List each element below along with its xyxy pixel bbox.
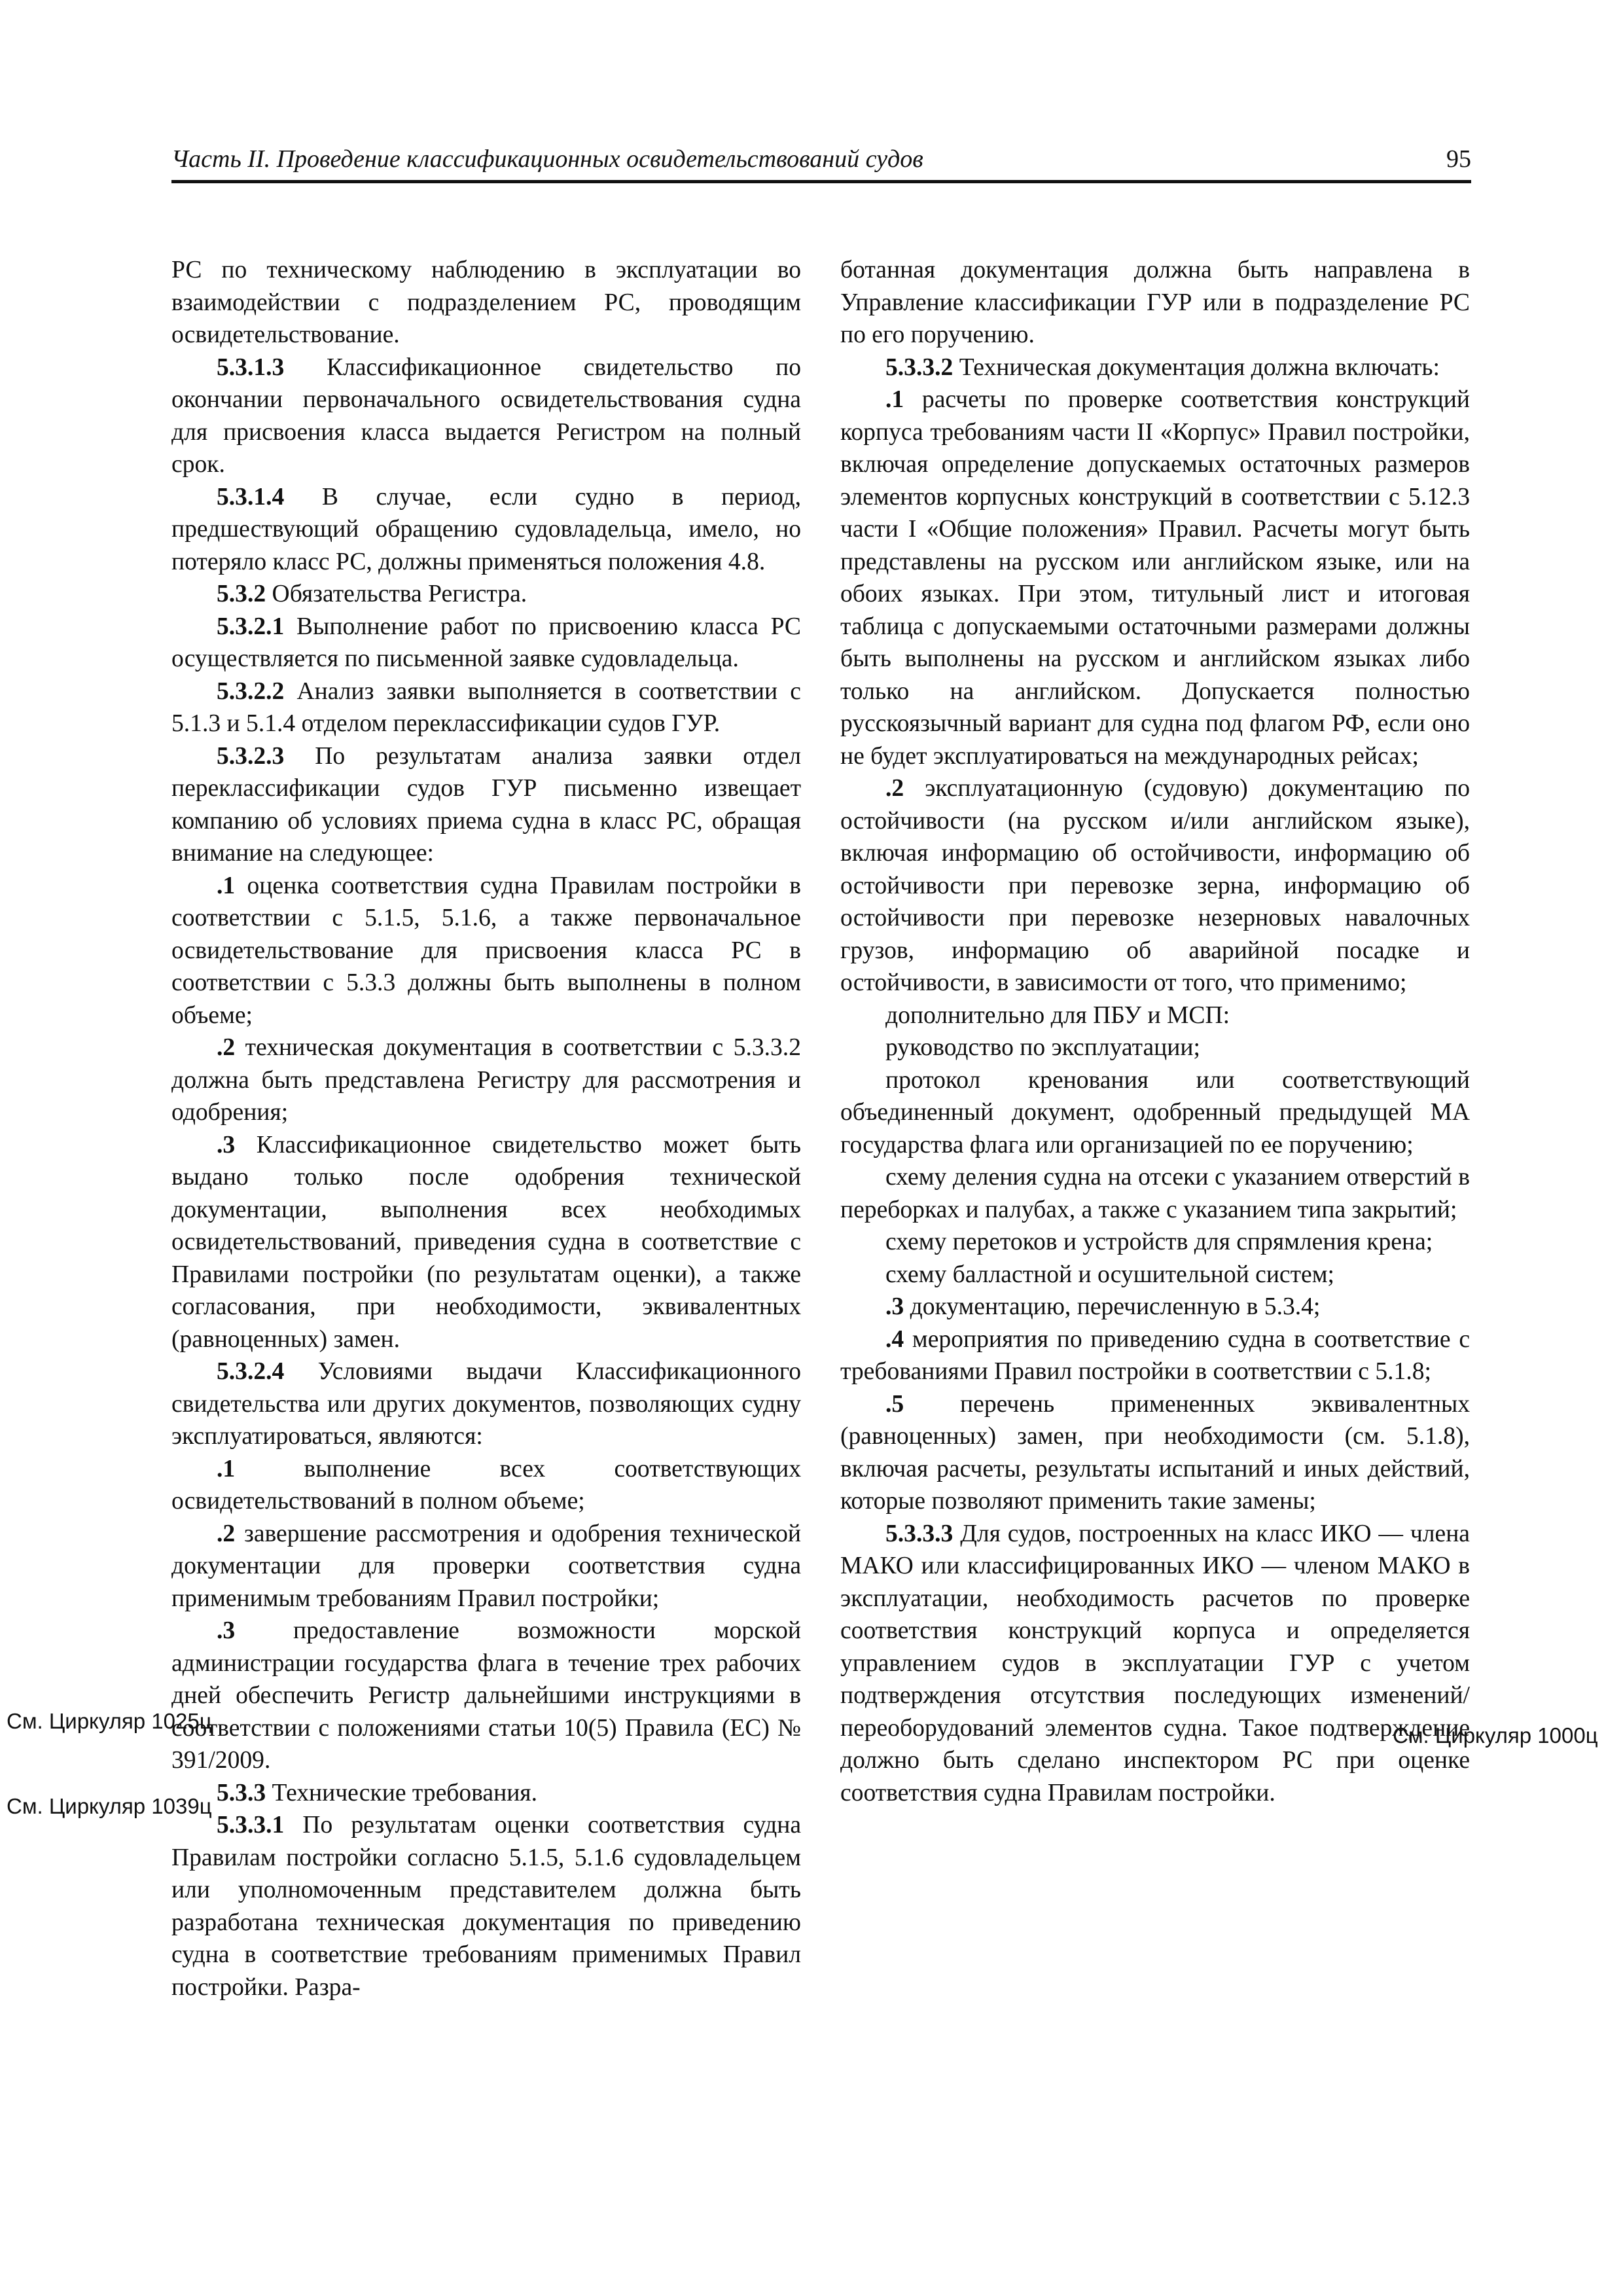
paragraph [171,1809,801,2003]
clause-number: 5.3.2.4 [217,1358,285,1385]
clause-number: .2 [217,1520,236,1547]
clause-number: 5.3.2.1 [217,613,285,640]
paragraph-text: Выполнение работ по присвоению класса РС осуществляется по письменной заявке судовладельца. [171,613,801,672]
paragraph-text: документацию, перечисленную в 5.3.4; [904,1293,1321,1320]
paragraph-text: выполнение всех соответствующих освидетельствований в полном объеме; [171,1455,801,1515]
paragraph-text: завершение рассмотрения и одобрения технической документации для проверки соответствия судна применимым требованиям Правил постройки; [171,1520,801,1612]
paragraph-text: мероприятия по приведению судна в соответствие с требованиями Правил постройки в соответствии с 5.1.8; [840,1325,1470,1385]
paragraph [840,254,1470,351]
paragraph [840,1064,1470,1162]
paragraph-text: Технические требования. [266,1779,537,1806]
right-column [840,254,1470,1809]
clause-number: .5 [885,1390,904,1418]
clause-number: .4 [885,1325,904,1353]
paragraph [840,1226,1470,1259]
paragraph [840,999,1470,1032]
clause-number: .1 [217,1455,236,1482]
clause-number: .1 [885,386,904,413]
paragraph-text: перечень примененных эквивалентных (равноценных) замен, при необходимости (см. 5.1.8), включая расчеты, результаты испытаний и иных действий, которые позволяют применить такие замены; [840,1390,1470,1515]
clause-number: 5.3.2.2 [217,677,285,705]
paragraph [840,1388,1470,1518]
paragraph-text: РС по техническому наблюдению в эксплуатации во взаимодействии с подразделением РС, проводящим освидетельствование. [171,257,801,348]
clause-number: 5.3.3.1 [217,1812,285,1839]
paragraph-text: ботанная документация должна быть направлена в Управление классификации ГУР или в подразделение РС по его поручению. [840,257,1470,348]
paragraph-text: оценка соответствия судна Правилам постройки в соответствии с 5.1.5, 5.1.6, а также первоначальное освидетельствование для присвоения класса РС в соответствии с 5.3.3 должны быть выполнены в полном объеме; [171,872,801,1029]
paragraph-text: Условиями выдачи Классификационного свидетельства или других документов, позволяющих судну эксплуатироваться, являются: [171,1358,801,1450]
paragraph-text: схему перетоков и устройств для спрямления крена; [885,1229,1433,1255]
clause-number: .3 [217,1617,236,1644]
paragraph-text: В случае, если судно в период, предшествующий обращению судовладельца, имело, но потеряло класс РС, должны применяться положения 4.8. [171,483,801,575]
paragraph [171,1777,801,1810]
clause-number: 5.3.1.3 [217,353,285,381]
paragraph-text: техническая документация в соответствии с 5.3.3.2 должна быть представлена Регистру для рассмотрения и одобрения; [171,1034,801,1126]
paragraph-text: Техническая документация должна включать: [953,353,1440,381]
paragraph-text: Для судов, построенных на класс ИКО — члена МАКО или классифицированных ИКО — членом МАКО в эксплуатации, необходимость расчетов по проверке соответствия конструкций корпуса и определяется управлением судов в эксплуатации ГУР с учетом подтверждения отсутствия последующих изменений/переоборудований элементов судна. Такое подтверждение должно быть сделано инспектором РС при оценке соответствия судна Правилам постройки. [840,1520,1470,1806]
paragraph-text: По результатам оценки соответствия судна Правилам постройки согласно 5.1.5, 5.1.6 судовладельцем или уполномоченным представителем должна быть разработана техническая документация по приведению судна в соответствие требованиям применимых Правил постройки. Разра- [171,1812,801,2001]
clause-number: 5.3.1.4 [217,483,285,511]
clause-number: .2 [885,775,904,802]
clause-number: 5.3.3.2 [885,353,954,381]
paragraph [171,740,801,870]
paragraph-text: дополнительно для ПБУ и МСП: [885,1001,1230,1029]
paragraph [171,1615,801,1777]
clause-number: .3 [217,1131,236,1158]
paragraph [840,384,1470,772]
clause-number: 5.3.2 [217,581,266,607]
paragraph [840,1291,1470,1323]
running-header [171,141,1471,183]
clause-number: .1 [217,872,236,899]
paragraph [171,1453,801,1518]
clause-number: 5.3.3.3 [885,1520,954,1547]
paragraph-text: эксплуатационную (судовую) документацию по остойчивости (на русском и/или английском языке), включая информацию об остойчивости, информацию об остойчивости при перевозке зерна, информацию об остойчивости при перевозке незерновых навалочных грузов, информацию об аварийной посадке и остойчивости, в зависимости от того, что применимо; [840,775,1470,996]
paragraph [840,1161,1470,1226]
paragraph [171,675,801,740]
paragraph-text: Классификационное свидетельство по окончании первоначального освидетельствования судна для присвоения класса выдается Регистром на полный срок. [171,353,801,478]
clause-number: 5.3.3 [217,1779,266,1806]
paragraph-text: Анализ заявки выполняется в соответствии с 5.1.3 и 5.1.4 отделом переклассификации судов ГУР. [171,677,801,737]
paragraph-text: Классификационное свидетельство может быть выдано только после одобрения технической документации, выполнения всех необходимых освидетельствований, приведения судна в соответствие с Правилами постройки (по результатам оценки), а также согласования, при необходимости, эквивалентных (равноценных) замен. [171,1131,801,1353]
paragraph [171,611,801,675]
paragraph [840,1323,1470,1388]
paragraph [840,351,1470,384]
paragraph [171,481,801,579]
paragraph-text: предоставление возможности морской администрации государства флага в течение трех рабочих дней обеспечить Регистр дальнейшими инструкциями в соответствии с положениями статьи 10(5) Правила (ЕС) № 391/2009. [171,1617,801,1774]
paragraph [171,870,801,1032]
clause-number: .3 [885,1293,904,1320]
paragraph [171,578,801,611]
left-column [171,254,801,2003]
paragraph [840,1518,1470,1810]
paragraph [171,1129,801,1356]
paragraph-text: схему деления судна на отсеки с указанием отверстий в переборках и палубах, а также с указанием типа закрытий; [840,1164,1470,1223]
clause-number: 5.3.2.3 [217,742,285,770]
paragraph-text: руководство по эксплуатации; [885,1034,1200,1061]
paragraph [171,351,801,481]
header-title: Часть II. Проведение классификационных освидетельствований судов [171,145,923,173]
paragraph [840,1259,1470,1291]
paragraph [171,1518,801,1615]
page-number: 95 [1446,145,1471,173]
margin-note-circular-1000[interactable]: См. Циркуляр 1000ц [1393,1723,1598,1748]
paragraph [840,1031,1470,1064]
paragraph [171,254,801,351]
paragraph [171,1031,801,1129]
paragraph-text: схему балластной и осушительной систем; [885,1261,1334,1288]
paragraph [840,772,1470,999]
paragraph [171,1355,801,1453]
paragraph-text: Обязательства Регистра. [266,581,527,607]
paragraph-text: расчеты по проверке соответствия конструкций корпуса требованиям части II «Корпус» Правил постройки, включая определение допускаемых остаточных размеров элементов корпусных конструкций в соответствии с 5.12.3 части I «Общие положения» Правил. Расчеты могут быть представлены на русском или английском языке, или на обоих языках. При этом, титульный лист и итоговая таблица с допускаемыми остаточными размерами должны быть выполнены на русском и английском языках либо только на английском. Допускается полностью русскоязычный вариант для судна под флагом РФ, если оно не будет эксплуатироваться на международных рейсах; [840,386,1470,770]
clause-number: .2 [217,1034,236,1061]
paragraph-text: протокол кренования или соответствующий объединенный документ, одобренный предыдущей МА государства флага или организацией по ее поручению; [840,1066,1470,1158]
paragraph-text: По результатам анализа заявки отдел переклассификации судов ГУР письменно извещает компанию об условиях приема судна в класс РС, обращая внимание на следующее: [171,742,801,867]
margin-note-circular-1039[interactable]: См. Циркуляр 1039ц [7,1794,212,1818]
margin-note-circular-1025[interactable]: См. Циркуляр 1025ц [7,1709,212,1733]
